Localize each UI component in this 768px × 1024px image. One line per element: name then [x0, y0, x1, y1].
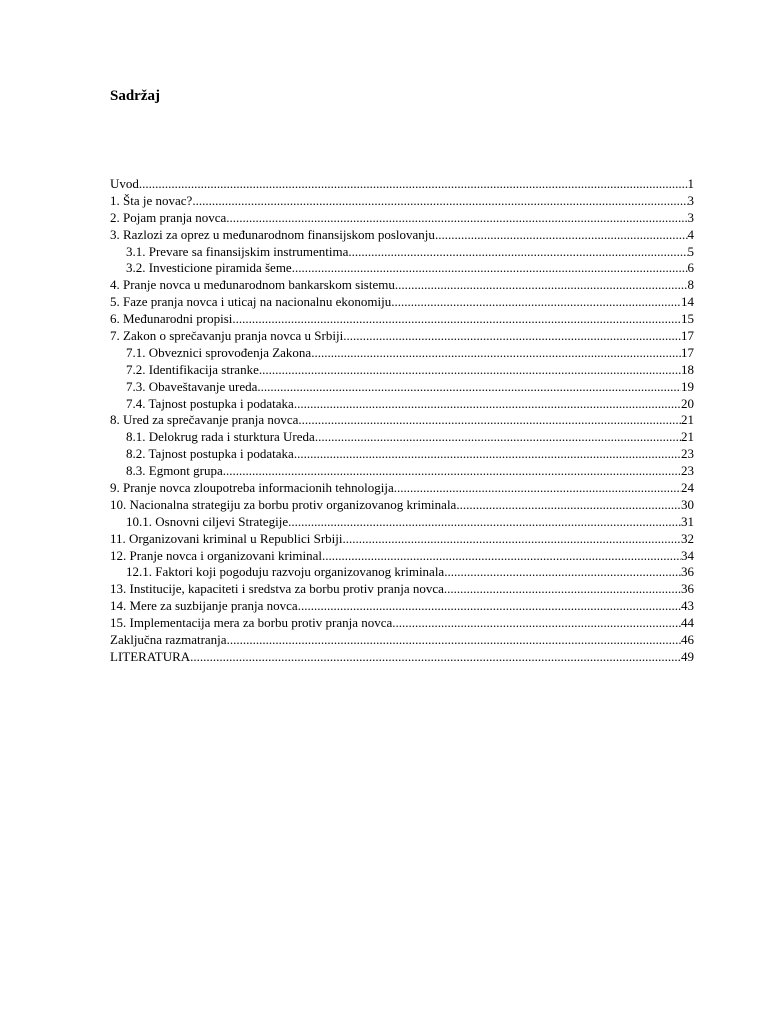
toc-entry[interactable] [110, 227, 694, 244]
toc-entry-page-number: 46 [681, 632, 694, 648]
toc-leader-dots [190, 649, 681, 666]
toc-entry-label: 8.3. Egmont grupa [126, 463, 223, 479]
toc-entry-label: 4. Pranje novca u međunarodnom bankarskom sistemu [110, 277, 395, 293]
toc-leader-dots [348, 244, 687, 261]
toc-entry[interactable] [110, 244, 694, 261]
toc-entry[interactable] [110, 598, 694, 615]
toc-entry-label: 3. Razlozi za oprez u međunarodnom finansijskom poslovanju [110, 226, 435, 242]
toc-leader-dots [227, 632, 681, 649]
toc-entry-page-number: 5 [687, 243, 694, 259]
toc-leader-dots [139, 176, 688, 193]
toc-entry-label: 6. Međunarodni propisi [110, 311, 233, 327]
toc-entry-page-number: 21 [681, 412, 694, 428]
toc-entry[interactable] [110, 649, 694, 666]
toc-entry[interactable] [110, 581, 694, 598]
toc-entry[interactable] [110, 463, 694, 480]
toc-entry-label: 2. Pojam pranja novca [110, 209, 227, 225]
toc-entry-label: 15. Implementacija mera za borbu protiv pranja novca [110, 615, 393, 631]
toc-entry-page-number: 15 [681, 311, 694, 327]
toc-entry-label: 8. Ured za sprečavanje pranja novca [110, 412, 299, 428]
toc-entry-label: LITERATURA [110, 648, 191, 664]
toc-entry-label: 7.3. Obaveštavanje ureda [126, 378, 258, 394]
toc-entry[interactable] [110, 328, 694, 345]
toc-leader-dots [322, 548, 681, 565]
toc-leader-dots [294, 446, 681, 463]
toc-entry-label: 13. Institucije, kapaciteti i sredstva za borbu protiv pranja novca [110, 581, 444, 597]
toc-entry-label: 8.1. Delokrug rada i sturktura Ureda [126, 429, 315, 445]
toc-entry-page-number: 3 [687, 209, 694, 225]
toc-leader-dots [298, 598, 681, 615]
toc-entry-page-number: 3 [687, 192, 694, 208]
toc-leader-dots [315, 429, 681, 446]
toc-entry[interactable] [110, 345, 694, 362]
toc-entry-label: 12. Pranje novca i organizovani kriminal [110, 547, 323, 563]
toc-entry[interactable] [110, 210, 694, 227]
toc-entry[interactable] [110, 531, 694, 548]
toc-entry-page-number: 18 [681, 361, 694, 377]
toc-entry-page-number: 43 [681, 598, 694, 614]
toc-entry[interactable] [110, 429, 694, 446]
toc-entry-page-number: 23 [681, 463, 694, 479]
toc-entry-page-number: 36 [681, 581, 694, 597]
toc-leader-dots [226, 210, 687, 227]
toc-leader-dots [435, 227, 688, 244]
toc-leader-dots [343, 328, 681, 345]
toc-entry[interactable] [110, 311, 694, 328]
toc-entry-label: 7.2. Identifikacija stranke [126, 361, 259, 377]
toc-leader-dots [394, 480, 681, 497]
toc-leader-dots [456, 497, 681, 514]
toc-entry-page-number: 6 [687, 260, 694, 276]
toc-entry-page-number: 31 [681, 513, 694, 529]
table-of-contents [110, 176, 694, 666]
toc-entry[interactable] [110, 412, 694, 429]
toc-leader-dots [232, 311, 681, 328]
toc-entry-page-number: 17 [681, 344, 694, 360]
toc-leader-dots [192, 193, 687, 210]
toc-leader-dots [298, 412, 681, 429]
toc-entry[interactable] [110, 480, 694, 497]
toc-entry-page-number: 1 [687, 176, 694, 191]
toc-entry-page-number: 30 [681, 496, 694, 512]
toc-entry[interactable] [110, 193, 694, 210]
toc-entry-page-number: 44 [681, 615, 694, 631]
toc-entry-page-number: 19 [681, 378, 694, 394]
toc-entry[interactable] [110, 260, 694, 277]
toc-entry[interactable] [110, 514, 694, 531]
toc-entry-label: 3.1. Prevare sa finansijskim instrumentima [126, 243, 349, 259]
toc-title: Sadržaj [110, 88, 160, 104]
toc-leader-dots [444, 581, 681, 598]
toc-entry-label: 7.4. Tajnost postupka i podataka [126, 395, 294, 411]
toc-entry[interactable] [110, 615, 694, 632]
toc-entry-page-number: 4 [687, 226, 694, 242]
toc-entry[interactable] [110, 632, 694, 649]
toc-entry-page-number: 34 [681, 547, 694, 563]
toc-entry[interactable] [110, 379, 694, 396]
toc-entry[interactable] [110, 497, 694, 514]
toc-entry-label: 3.2. Investicione piramida šeme [126, 260, 292, 276]
toc-entry[interactable] [110, 362, 694, 379]
toc-entry-page-number: 14 [681, 294, 694, 310]
toc-entry[interactable] [110, 176, 694, 193]
toc-entry-label: 7.1. Obveznici sprovođenja Zakona [126, 344, 312, 360]
toc-leader-dots [311, 345, 681, 362]
toc-entry[interactable] [110, 446, 694, 463]
toc-entry-label: 14. Mere za suzbijanje pranja novca [110, 598, 298, 614]
toc-entry[interactable] [110, 396, 694, 413]
toc-entry[interactable] [110, 294, 694, 311]
toc-entry-page-number: 17 [681, 328, 694, 344]
toc-leader-dots [259, 362, 681, 379]
toc-entry-label: Uvod [110, 176, 139, 191]
toc-entry-page-number: 49 [681, 648, 694, 664]
toc-entry-label: 5. Faze pranja novca i uticaj na nacionalnu ekonomiju [110, 294, 392, 310]
toc-entry[interactable] [110, 564, 694, 581]
toc-entry-label: 9. Pranje novca zloupotreba informacionih tehnologija [110, 480, 394, 496]
toc-leader-dots [395, 277, 688, 294]
toc-leader-dots [391, 294, 681, 311]
toc-leader-dots [294, 396, 681, 413]
toc-entry-page-number: 24 [681, 480, 694, 496]
toc-entry-page-number: 32 [681, 530, 694, 546]
toc-entry-label: 1. Šta je novac? [110, 192, 193, 208]
toc-leader-dots [292, 260, 688, 277]
toc-entry-label: Zaključna razmatranja [110, 632, 227, 648]
toc-entry-page-number: 36 [681, 564, 694, 580]
toc-leader-dots [223, 463, 681, 480]
toc-entry-label: 11. Organizovani kriminal u Republici Srbiji [110, 530, 343, 546]
toc-entry-label: 8.2. Tajnost postupka i podataka [126, 446, 294, 462]
toc-entry[interactable] [110, 277, 694, 294]
toc-entry-label: 10.1. Osnovni ciljevi Strategije [126, 513, 289, 529]
toc-entry-page-number: 21 [681, 429, 694, 445]
toc-leader-dots [392, 615, 681, 632]
toc-entry-page-number: 8 [687, 277, 694, 293]
toc-entry-page-number: 20 [681, 395, 694, 411]
toc-entry-page-number: 23 [681, 446, 694, 462]
toc-leader-dots [257, 379, 681, 396]
toc-entry[interactable] [110, 548, 694, 565]
toc-leader-dots [288, 514, 681, 531]
toc-leader-dots [343, 531, 681, 548]
toc-entry-label: 12.1. Faktori koji pogoduju razvoju organizovanog kriminala [126, 564, 445, 580]
toc-entry-label: 10. Nacionalna strategiju za borbu protiv organizovanog kriminala [110, 496, 457, 512]
toc-entry-label: 7. Zakon o sprečavanju pranja novca u Srbiji [110, 328, 344, 344]
toc-leader-dots [444, 564, 681, 581]
